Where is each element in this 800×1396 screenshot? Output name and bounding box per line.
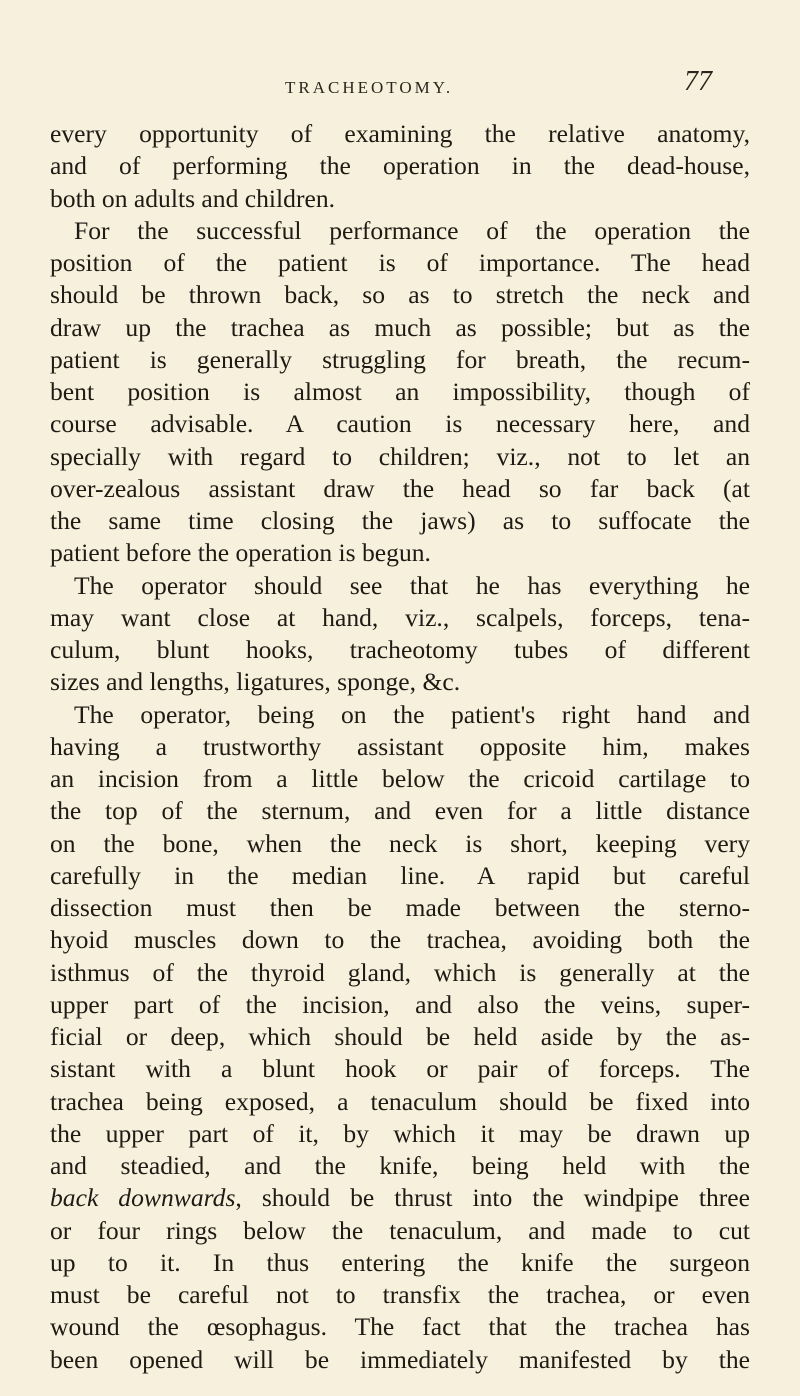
text-line: been opened will be immediately manifested by the [50,1344,750,1374]
text-line: on the bone, when the neck is short, keeping very [50,828,750,858]
text-line: course advisable. A caution is necessary here, and [50,409,750,439]
page-number: 77 [684,66,712,97]
text-line: should be thrown back, so as to stretch the neck and [50,280,750,310]
text-line: the same time closing the jaws) as to suffocate the [50,506,750,535]
paragraph-start: The operator should see that he has everything he [74,570,750,600]
text-line: must be careful not to transfix the trachea, or even [50,1280,750,1309]
text-line: up to it. In thus entering the knife the surgeon [50,1247,750,1277]
text-line: patient is generally struggling for breath, the recum- [50,344,750,374]
text-line: hyoid muscles down to the trachea, avoiding both the [50,925,750,955]
text-line: sistant with a blunt hook or pair of forceps. The [50,1054,750,1084]
text-line: every opportunity of examining the relative anatomy, [50,119,750,148]
text-line: an incision from a little below the cricoid cartilage to [50,764,750,793]
text-line: carefully in the median line. A rapid but careful [50,860,750,890]
text-line: or four rings below the tenaculum, and made to cut [50,1215,750,1245]
text-line: over-zealous assistant draw the head so far back (at [50,473,750,503]
text-line: specially with regard to children; viz., not to let an [50,441,750,471]
text-line: upper part of the incision, and also the veins, super- [50,989,750,1019]
body-text [50,118,750,1376]
running-head: TRACHEOTOMY. [285,78,454,97]
italic-phrase: back downwards [50,1183,236,1213]
text-line: and of performing the operation in the dead-house, [50,151,750,181]
text-line: the top of the sternum, and even for a little distance [50,796,750,826]
text-span: , should be thrust into the windpipe three [235,1183,751,1213]
text-line: having a trustworthy assistant opposite him, makes [50,731,750,761]
text-line: position of the patient is of importance. The head [50,248,750,277]
text-line: trachea being exposed, a tenaculum should be fixed into [50,1086,750,1116]
text-line: draw up the trachea as much as possible; but as the [50,312,750,342]
text-line: the upper part of it, by which it may be drawn up [50,1118,750,1148]
text-line: isthmus of the thyroid gland, which is generally at the [50,957,750,987]
text-line: both on adults and children. [50,183,336,213]
text-line: wound the œsophagus. The fact that the trachea has [50,1312,750,1342]
text-line: sizes and lengths, ligatures, sponge, &c. [50,667,461,697]
text-line: culum, blunt hooks, tracheotomy tubes of different [50,635,750,664]
text-line: may want close at hand, viz., scalpels, forceps, tena- [50,602,750,632]
paragraph-start: The operator, being on the patient's right hand and [74,699,750,729]
text-line: bent position is almost an impossibility, though of [50,377,750,406]
text-line-with-italic [50,1182,750,1214]
paragraph-start: For the successful performance of the operation the [74,215,750,245]
text-line: dissection must then be made between the sterno- [50,893,750,922]
text-line: patient before the operation is begun. [50,538,431,568]
text-line: and steadied, and the knife, being held with the [50,1151,750,1180]
text-line: ficial or deep, which should be held aside by the as- [50,1022,750,1051]
